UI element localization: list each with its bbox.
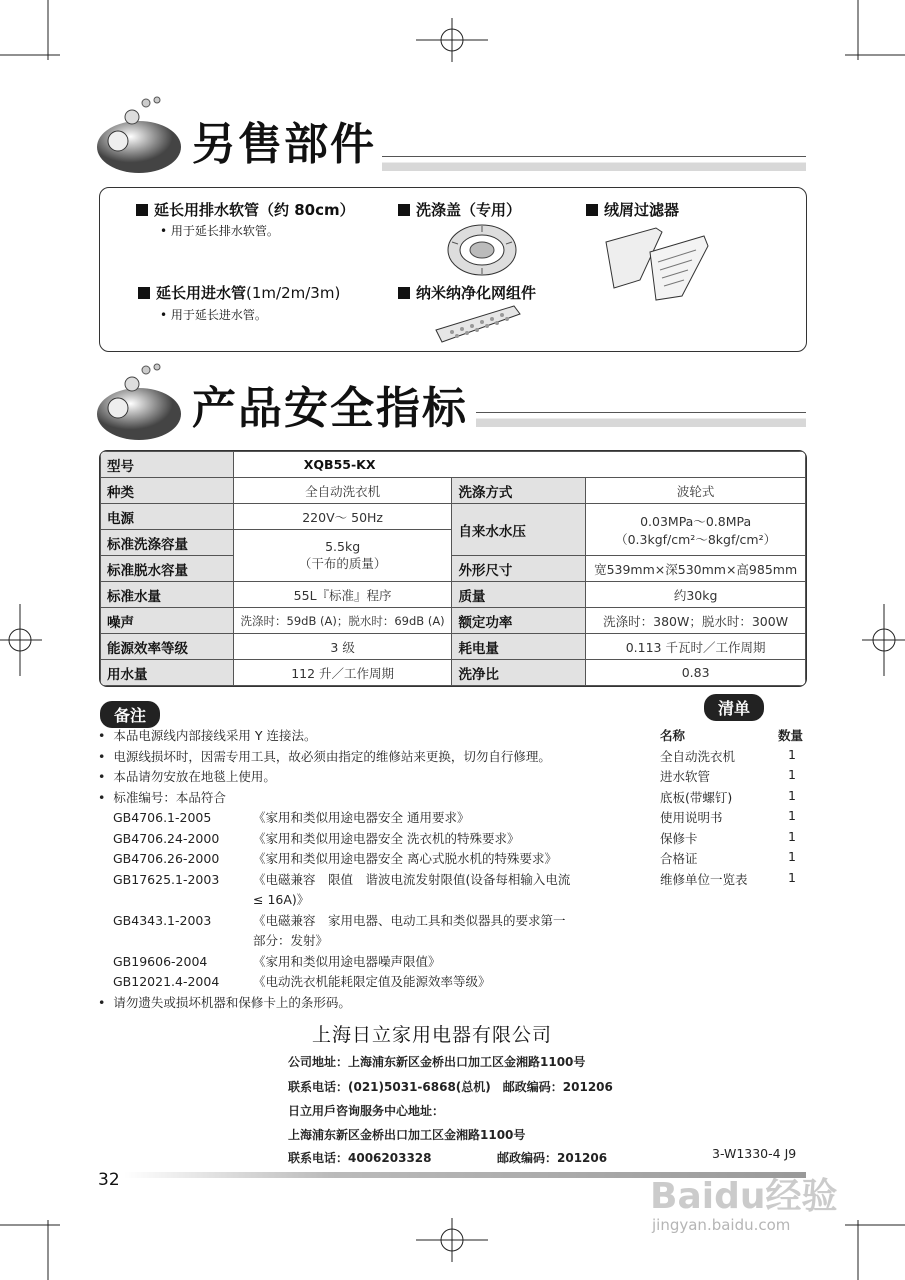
table-row <box>101 504 806 530</box>
company-phone: 联系电话：(021)5031-6868(总机) 邮政编码：201206 <box>288 1080 613 1094</box>
cell-label: 标准水量 <box>101 582 234 608</box>
title-rule <box>382 156 806 171</box>
table-row <box>101 608 806 634</box>
checklist-badge: 清单 <box>704 694 764 721</box>
cell-value: 洗涤时：380W；脱水时：300W <box>586 608 806 634</box>
standard-code: GB4706.1-2005 <box>113 810 212 825</box>
spec-table <box>100 451 806 686</box>
bubble-logo-icon <box>96 95 186 177</box>
part-nano-filter: 纳米纳净化网组件 <box>398 282 536 303</box>
standard-code: GB4706.26-2000 <box>113 851 220 866</box>
cell-value: 0.83 <box>586 660 806 686</box>
wash-lid-image <box>444 222 520 278</box>
note-item: 标准编号：本品符合 <box>113 789 226 805</box>
note-item: 电源线损坏时，因需专用工具，故必须由指定的维修站来更换，切勿自行修理。 <box>113 748 551 764</box>
note-item: 本品请勿安放在地毯上使用。 <box>113 769 276 784</box>
notes-list: • 本品电源线内部接线采用 Y 连接法。 • 电源线损坏时，因需专用工具，故必须由指定的维修站来更换，切勿自行修理。 • 本品请勿安放在地毯上使用。 • 标准编号：本品符合 GB4706.1-2005 《家用和类似用途电器安全 通用要求》 GB4706.24-2000 《家用和类似用途电器安全 洗衣机的特殊要求》 GB4706.26-2000 《家用和类似用途电器安全 离心式脱水机的特殊要求》 GB17625.1-2003 《电磁兼容 限值 谐波电流发射限值(设备每相输入电流 ≤ 16A)》 GB4343.1-2003 《电磁兼容 家用电器、电动工具和类似器具的要求第一 部分：发射》 GB19606-2004 《家用和类似用途电器噪声限值》 GB12021.4-2004 《电动洗衣机能耗限定值及能源效率等级》 • 请勿遗失或损坏机器和保修卡上的条形码。 <box>98 728 571 1010</box>
cell-value: 全自动洗衣机 <box>233 478 452 504</box>
note-item: 本品电源线内部接线采用 Y 连接法。 <box>113 728 317 743</box>
part-drain-hose: 延长用排水软管（约 80cm） <box>136 199 355 220</box>
cell-label: 种类 <box>101 478 234 504</box>
watermark-logo: Baidu经验 <box>650 1176 838 1217</box>
cell-value <box>233 530 452 582</box>
cap-line1: 5.5kg <box>325 539 361 554</box>
part-drain-hose-desc: • 用于延长排水软管。 <box>160 224 279 238</box>
standard-name: 《电动洗衣机能耗限定值及能源效率等级》 <box>253 974 491 989</box>
list-item: 合格证 1 <box>660 849 796 866</box>
table-row <box>101 582 806 608</box>
cell-label: 能源效率等级 <box>101 634 234 660</box>
table-row <box>101 660 806 686</box>
standard-name: 《家用和类似用途电器安全 离心式脱水机的特殊要求》 <box>253 851 557 866</box>
checklist-qty-header: 数量 <box>778 728 804 743</box>
standard-name: 《家用和类似用途电器安全 通用要求》 <box>253 810 470 825</box>
cell-label: 自来水水压 <box>452 504 586 556</box>
standard-name: ≤ 16A)》 <box>253 892 310 907</box>
notes-badge: 备注 <box>100 701 160 728</box>
checklist <box>660 726 810 890</box>
cell-label: 洗涤方式 <box>452 478 586 504</box>
part-inlet-hose: 延长用进水管(1m/2m/3m) <box>138 282 340 303</box>
list-item: 底板(带螺钉) 1 <box>660 787 796 805</box>
section-title-parts: 另售部件 <box>192 119 376 170</box>
cell-label: 质量 <box>452 582 586 608</box>
cell-label: 耗电量 <box>452 634 586 660</box>
list-item: 全自动洗衣机 1 <box>660 746 796 764</box>
table-row <box>101 556 806 582</box>
cell-value: 55L『标准』程序 <box>233 582 452 608</box>
cell-label: 洗净比 <box>452 660 586 686</box>
cell-value: 112 升／工作周期 <box>233 660 452 686</box>
page-number: 32 <box>98 1170 120 1190</box>
standard-name: 《电磁兼容 家用电器、电动工具和类似器具的要求第一 <box>253 912 566 928</box>
service-address: 上海浦东新区金桥出口加工区金湘路1100号 <box>288 1128 526 1142</box>
cell-value: 洗涤时：59dB (A)；脱水时：69dB (A) <box>233 608 452 634</box>
cell-value: 约30kg <box>586 582 806 608</box>
cell-label: 标准脱水容量 <box>101 556 234 582</box>
standard-code: GB19606-2004 <box>113 953 208 969</box>
list-item: 维修单位一览表 1 <box>660 869 796 887</box>
note-item: 请勿遗失或损坏机器和保修卡上的条形码。 <box>113 994 351 1010</box>
standard-code: GB4706.24-2000 <box>113 830 220 846</box>
service-post: 邮政编码：201206 <box>497 1151 608 1165</box>
standard-code: GB12021.4-2004 <box>113 974 220 989</box>
cell-label: 电源 <box>101 504 234 530</box>
cell-value: 220V～ 50Hz <box>233 504 452 530</box>
cell-value: 3 级 <box>233 634 452 660</box>
section-title-spec: 产品安全指标 <box>192 383 468 434</box>
bubble-logo-icon <box>96 362 186 444</box>
cap-line2: （干布的质量） <box>298 556 387 571</box>
cell-value: 波轮式 <box>586 478 806 504</box>
part-wash-lid: 洗涤盖（专用） <box>398 199 521 220</box>
cell-label: 标准洗涤容量 <box>101 530 234 556</box>
pressure-line1: 0.03MPa～0.8MPa <box>640 513 752 529</box>
cell-label: 噪声 <box>101 608 234 634</box>
table-row <box>101 478 806 504</box>
list-item: 进水软管 1 <box>660 767 796 784</box>
part-inlet-hose-desc: • 用于延长进水管。 <box>160 308 267 322</box>
cell-value: 0.113 千瓦时／工作周期 <box>586 634 806 660</box>
standard-name: 部分：发射》 <box>253 933 329 948</box>
standard-name: 《电磁兼容 限值 谐波电流发射限值(设备每相输入电流 <box>253 871 571 887</box>
cell-label: 外形尺寸 <box>452 556 586 582</box>
company-address: 公司地址：上海浦东新区金桥出口加工区金湘路1100号 <box>288 1055 586 1069</box>
lint-filter-image <box>600 222 712 302</box>
cell-label: 用水量 <box>101 660 234 686</box>
part-lint-filter: 绒屑过滤器 <box>586 199 679 220</box>
cell-value: 宽539mm×深530mm×高985mm <box>586 556 806 582</box>
standard-code: GB4343.1-2003 <box>113 912 212 928</box>
cell-label: 型号 <box>101 452 234 478</box>
standard-name: 《家用和类似用途电器安全 洗衣机的特殊要求》 <box>253 830 520 846</box>
standard-code: GB17625.1-2003 <box>113 871 220 887</box>
service-phone: 联系电话：4006203328 <box>288 1151 432 1165</box>
cell-value <box>586 504 806 556</box>
list-item: 保修卡 1 <box>660 828 796 846</box>
service-title: 日立用戶咨询服务中心地址： <box>288 1104 445 1118</box>
nano-filter-image <box>432 302 524 348</box>
list-item: 使用说明书 1 <box>660 808 796 825</box>
doc-code: 3-W1330-4 J9 <box>712 1146 797 1161</box>
model-value: XQB55-KX <box>233 452 805 478</box>
table-row <box>101 634 806 660</box>
cell-label: 额定功率 <box>452 608 586 634</box>
checklist-name-header: 名称 <box>660 728 686 743</box>
spec-table-frame <box>99 450 807 687</box>
company-name: 上海日立家用电器有限公司 <box>312 1024 553 1046</box>
standard-name: 《家用和类似用途电器噪声限值》 <box>253 953 441 969</box>
pressure-line2: （0.3kgf/cm²～8kgf/cm²） <box>615 531 777 547</box>
watermark-url: jingyan.baidu.com <box>652 1216 791 1234</box>
table-row <box>101 452 806 478</box>
title-rule <box>476 412 806 427</box>
